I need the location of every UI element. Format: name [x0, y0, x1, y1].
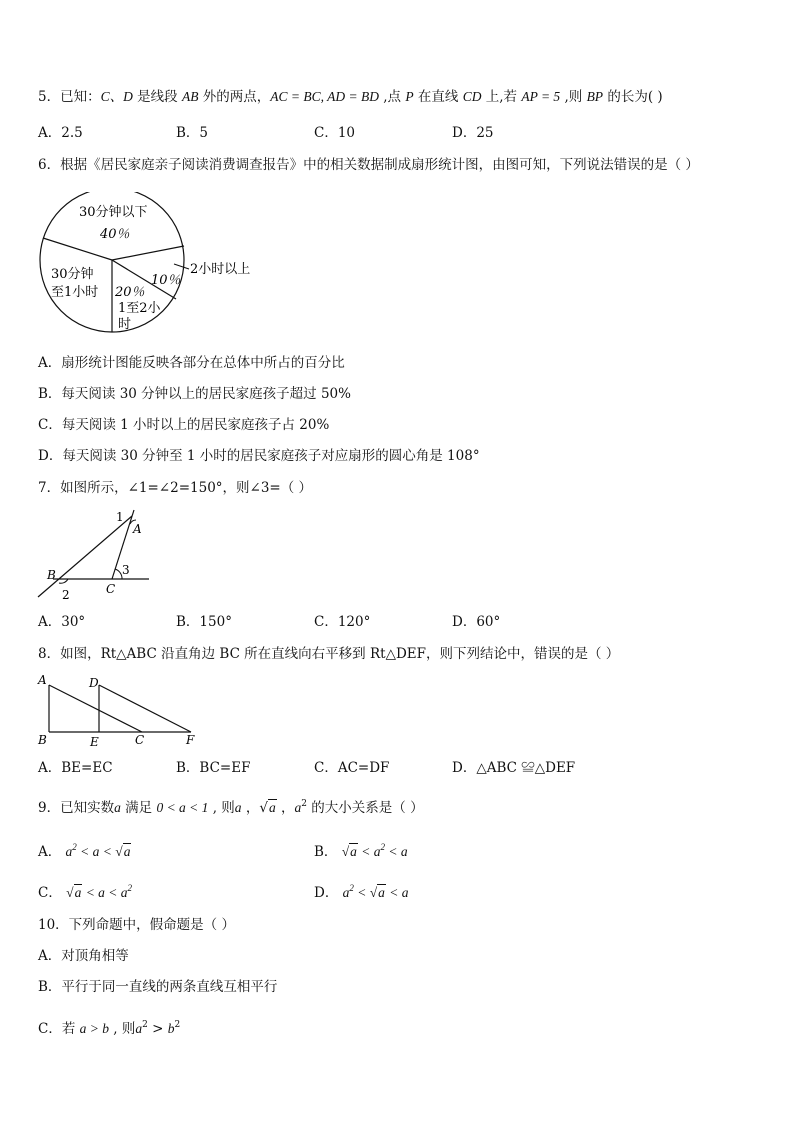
q6-option-c: C．每天阅读 1 小时以上的居民家庭孩子占 20% [38, 417, 330, 433]
q8-option-b: B．BC=EF [176, 760, 251, 776]
q7-line-ba [38, 516, 132, 597]
q7-label-c: C [106, 582, 116, 596]
q7-stem: 7．如图所示，∠1=∠2=150°，则∠3=（ ） [38, 480, 313, 496]
q10-stem: 10．下列命题中，假命题是（ ） [38, 917, 235, 933]
q5-option-d: D．25 [452, 125, 494, 141]
q5-points-cd: C、D [100, 89, 133, 104]
pie-label-30to60-a: 30分钟 [51, 267, 94, 282]
q8-label-e: E [90, 735, 99, 747]
q8-label-d: D [89, 676, 99, 690]
q6-pie-figure [36, 192, 276, 342]
q5-option-a: A．2.5 [38, 125, 83, 141]
q9-option-b-expr: $√a < a^2 < a$ [341, 842, 408, 859]
q5-stem: 5．已知：C、D 是线段 AB 外的两点，AC = BC, AD = BD ,点 P 在直线 CD 上,若 AP = 5 ,则 BP 的长为( ) [38, 89, 663, 105]
pie-label-under30: 30分钟以下 [79, 205, 148, 220]
q6-stem: 6．根据《居民家庭亲子阅读消费调查报告》中的相关数据制成扇形统计图，由图可知，下列说法错误的是（ ） [38, 157, 699, 173]
q7-angle-figure [34, 506, 164, 606]
pie-value-40: 40％ [100, 227, 130, 242]
q5-condition: AC = BC, AD = BD [270, 89, 379, 104]
q9-sqrt-a: √a [259, 800, 276, 816]
q9-option-d: D． $a^2 < √a < a$ [314, 883, 409, 901]
q8-option-c: C．AC=DF [314, 760, 390, 776]
pie-label-over2h: 2小时以上 [190, 262, 251, 277]
q9-option-d-expr: $a^2 < √a < a$ [342, 883, 409, 900]
q7-label-b: B [47, 568, 56, 582]
q10-option-c: C．若 a > b , 则$a^2 > b^2$ [38, 1020, 181, 1037]
q8-stem: 8．如图，Rt△ABC 沿直角边 BC 所在直线向右平移到 Rt△DEF，则下列结论中，错误的是（ ） [38, 646, 620, 662]
q8-label-f: F [186, 733, 195, 747]
q6-option-b: B．每天阅读 30 分钟以上的居民家庭孩子超过 50% [38, 386, 351, 402]
q8-translation-figure [34, 671, 199, 747]
pie-leader-line [174, 264, 189, 269]
q9-option-c-expr: $√a < a < a^2$ [66, 883, 133, 900]
q9-option-b: B． $√a < a^2 < a$ [314, 842, 408, 860]
q6-option-a: A．扇形统计图能反映各部分在总体中所占的百分比 [38, 355, 345, 371]
q8-option-a: A．BE=EC [38, 760, 113, 776]
q7-label-2: 2 [62, 588, 70, 602]
q9-option-a-expr: $a^2 < a < √a$ [65, 842, 131, 859]
pie-divider-2 [112, 246, 184, 260]
q10-option-a: A．对顶角相等 [38, 948, 129, 964]
q5-option-c: C．10 [314, 125, 356, 141]
pie-label-1to2-b: 时 [118, 317, 132, 332]
q8-label-b: B [38, 733, 47, 747]
pie-label-1to2-a: 1至2小 [118, 301, 161, 316]
q9-option-c: C． $√a < a < a^2$ [38, 883, 133, 901]
pie-value-10: 10％ [151, 273, 181, 288]
q7-angle2-arc [59, 579, 68, 583]
q9-option-a: A． $a^2 < a < √a$ [38, 842, 131, 860]
q7-label-a: A [133, 522, 142, 536]
pie-label-30to60-b: 至1小时 [51, 285, 99, 300]
q7-label-3: 3 [122, 563, 130, 577]
q7-angle3-arc [115, 569, 122, 579]
q8-df [99, 685, 191, 732]
q7-option-d: D．60° [452, 614, 501, 630]
q8-label-c: C [135, 733, 145, 747]
q6-option-d: D．每天阅读 30 分钟至 1 小时的居民家庭孩子对应扇形的圆心角是 108° [38, 448, 480, 464]
q7-option-b: B．150° [176, 614, 232, 630]
q7-label-1: 1 [116, 510, 124, 524]
q8-ac [49, 685, 142, 732]
q7-option-a: A．30° [38, 614, 86, 630]
q7-option-c: C．120° [314, 614, 371, 630]
q5-option-b: B．5 [176, 125, 209, 141]
q10-option-b: B．平行于同一直线的两条直线互相平行 [38, 979, 278, 995]
q8-label-a: A [38, 673, 47, 687]
q9-stem: 9．已知实数a 满足 0 < a < 1 , 则a ，√a ，$a^2$ 的大小关系是（ ） [38, 799, 424, 816]
q8-option-d: D．△ABC ≌△DEF [452, 760, 576, 776]
pie-value-20: 20％ [115, 285, 145, 300]
